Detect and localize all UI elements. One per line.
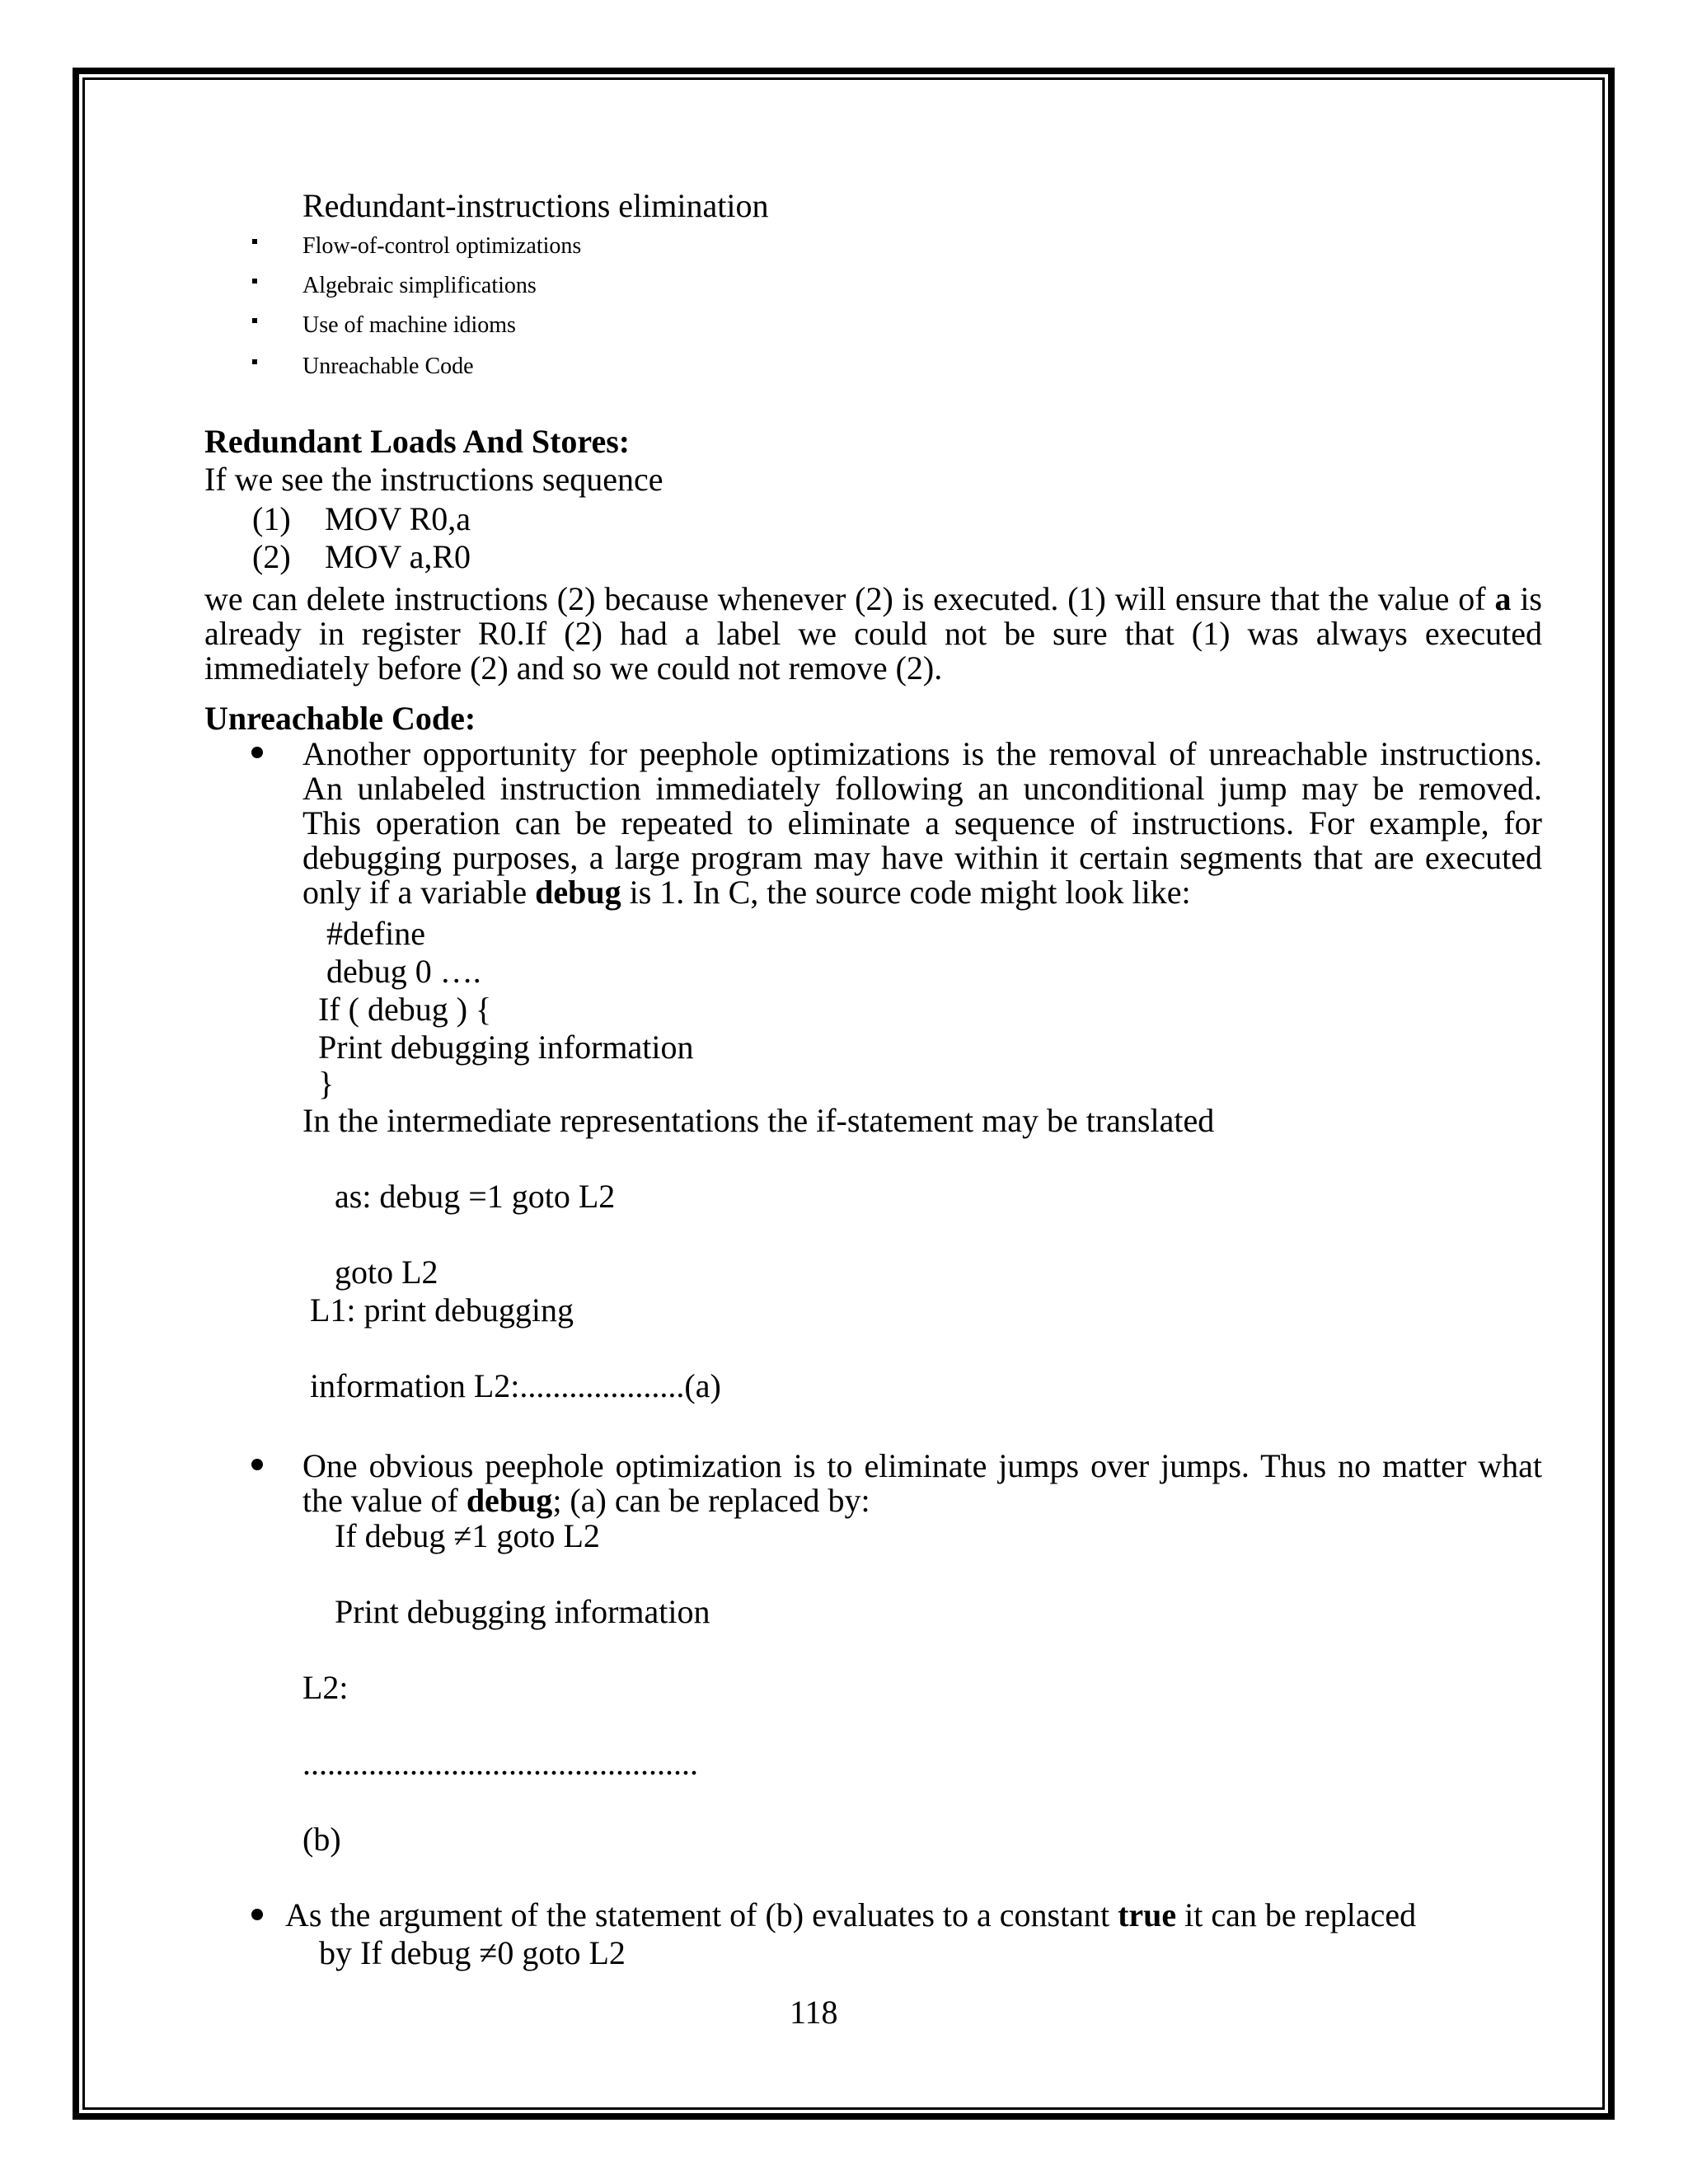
code-line: #define	[326, 915, 425, 952]
intro-item: Flow-of-control optimizations	[302, 233, 582, 259]
code-line: ................................................	[302, 1745, 698, 1782]
redundant-lead: If we see the instructions sequence	[204, 461, 663, 498]
code-line: debug 0 ….	[326, 953, 481, 990]
code-line: goto L2	[335, 1254, 438, 1291]
instruction-code: MOV R0,a	[325, 500, 471, 537]
code-line: If debug ≠1 goto L2	[335, 1517, 600, 1554]
intro-item: Algebraic simplifications	[302, 273, 537, 298]
intro-item: Use of machine idioms	[302, 312, 516, 338]
unreachable-paragraph-1: Another opportunity for peephole optimizations is the removal of unreachable instructions. An unlabeled instruction immediately following an unconditional jump may be removed. This operation can be repeated to eliminate a sequence of instructions. For example, for debugging purposes, a large program may have within it certain segments that are executed only if a variable debug is 1. In C, the source code might look like:	[302, 735, 1542, 911]
square-bullet-icon	[252, 279, 257, 284]
intermediate-text: In the intermediate representations the if-statement may be translated	[302, 1102, 1215, 1139]
square-bullet-icon	[252, 318, 257, 323]
section-heading-unreachable: Unreachable Code:	[204, 700, 476, 737]
code-line: Print debugging information	[335, 1593, 710, 1630]
instruction-number: (2)	[252, 538, 291, 575]
page-number: 118	[790, 1994, 838, 2031]
unreachable-paragraph-3: As the argument of the statement of (b) evaluates to a constant true it can be replaced	[285, 1896, 1417, 1933]
square-bullet-icon	[252, 239, 257, 244]
code-line: }	[318, 1065, 335, 1102]
section-heading-redundant: Redundant Loads And Stores:	[204, 423, 631, 460]
code-line: If ( debug ) {	[318, 991, 492, 1028]
instruction-number: (1)	[252, 500, 291, 537]
code-line: (b)	[302, 1821, 341, 1858]
bullet-icon	[251, 1909, 263, 1920]
unreachable-paragraph-2: One obvious peephole optimization is to eliminate jumps over jumps. Thus no matter what the value of debug; (a) can be replaced by:	[302, 1447, 1542, 1519]
bullet-icon	[251, 1459, 263, 1470]
unreachable-paragraph-3-line2: by If debug ≠0 goto L2	[319, 1934, 626, 1971]
intro-heading: Redundant-instructions elimination	[302, 187, 769, 224]
bullet-icon	[251, 747, 263, 758]
code-line: Print debugging information	[318, 1029, 694, 1066]
redundant-paragraph: we can delete instructions (2) because whenever (2) is executed. (1) will ensure that the value of a is already in register R0.If (2) had a label we could not be sure that (1) was always executed immediately before (2) and so we could not remove (2).	[204, 580, 1542, 687]
code-line: as: debug =1 goto L2	[335, 1178, 616, 1215]
page-border-inner	[82, 77, 1605, 2110]
intro-item: Unreachable Code	[302, 354, 474, 379]
code-line: L1: print debugging	[310, 1291, 574, 1329]
instruction-code: MOV a,R0	[325, 538, 471, 575]
square-bullet-icon	[252, 359, 257, 364]
code-line: L2:	[302, 1669, 349, 1706]
code-line: information L2:....................(a)	[310, 1367, 721, 1404]
